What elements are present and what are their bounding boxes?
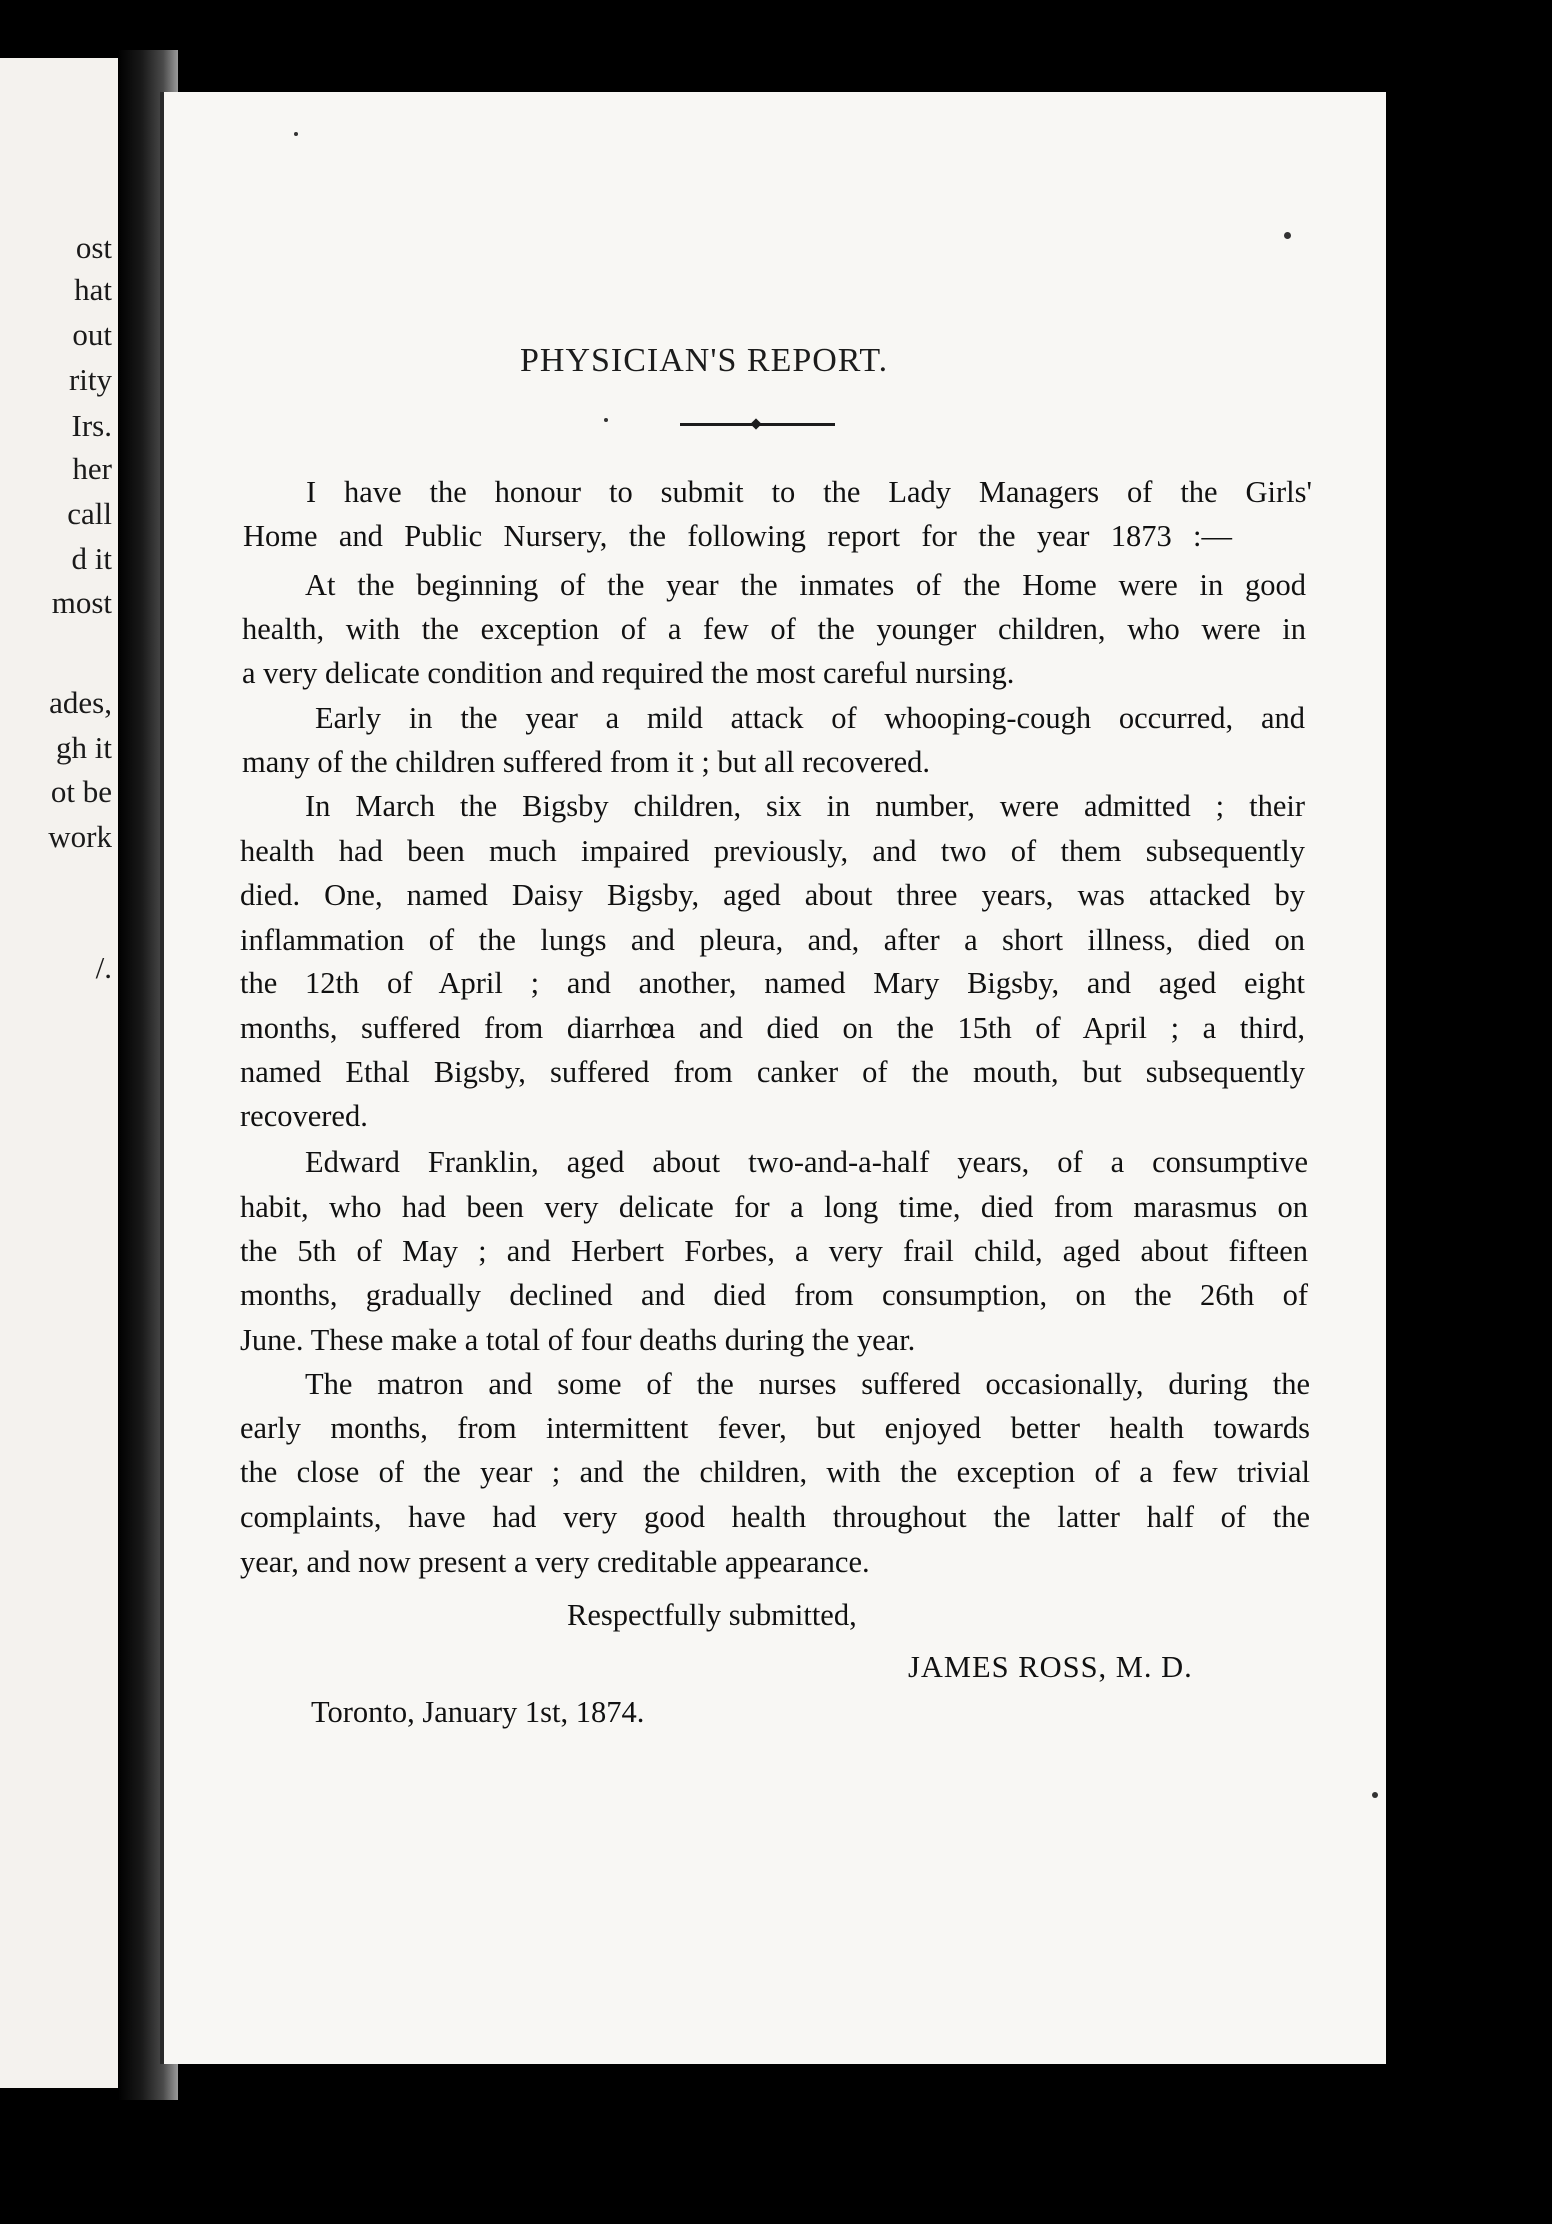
report-title: PHYSICIAN'S REPORT. bbox=[520, 342, 889, 379]
report-line: year, and now present a very creditable appearance. bbox=[240, 1545, 870, 1579]
report-line: I have the honour to submit to the Lady Managers of the Girls' bbox=[306, 475, 1312, 509]
facing-page-fragment bbox=[0, 58, 118, 2088]
report-line: habit, who had been very delicate for a long time, died from marasmus on bbox=[240, 1190, 1308, 1224]
facing-page-line: ost bbox=[75, 230, 112, 265]
report-line: the 12th of April ; and another, named Mary Bigsby, and aged eight bbox=[240, 966, 1305, 1000]
report-line: the close of the year ; and the children, with the exception of a few trivial bbox=[240, 1455, 1310, 1489]
report-line: named Ethal Bigsby, suffered from canker of the mouth, but subsequently bbox=[240, 1055, 1305, 1089]
report-line: June. These make a total of four deaths during the year. bbox=[240, 1323, 916, 1357]
speck bbox=[1284, 232, 1291, 239]
report-line: recovered. bbox=[240, 1099, 368, 1133]
report-line: the 5th of May ; and Herbert Forbes, a very frail child, aged about fifteen bbox=[240, 1234, 1308, 1268]
report-line: died. One, named Daisy Bigsby, aged about three years, was attacked by bbox=[240, 878, 1305, 912]
facing-page-line: work bbox=[48, 819, 112, 854]
speck bbox=[294, 132, 298, 136]
facing-page-line: out bbox=[72, 317, 112, 352]
report-line: The matron and some of the nurses suffered occasionally, during the bbox=[305, 1367, 1310, 1401]
report-line: early months, from intermittent fever, but enjoyed better health towards bbox=[240, 1411, 1310, 1445]
facing-page-line: hat bbox=[74, 272, 112, 307]
facing-page-line: rity bbox=[68, 362, 112, 397]
facing-page-line: ot be bbox=[50, 774, 112, 809]
facing-page-line: Irs. bbox=[71, 408, 112, 443]
facing-page-line: ades, bbox=[49, 685, 112, 720]
facing-page-line: call bbox=[67, 496, 112, 531]
report-line: health, with the exception of a few of the younger children, who were in bbox=[242, 612, 1306, 646]
facing-page-line: /. bbox=[95, 950, 112, 985]
speck bbox=[604, 418, 608, 422]
closing-salutation: Respectfully submitted, bbox=[567, 1598, 857, 1632]
facing-page-line: gh it bbox=[56, 730, 112, 765]
report-line: months, suffered from diarrhœa and died on the 15th of April ; a third, bbox=[240, 1011, 1305, 1045]
facing-page-line: most bbox=[51, 585, 112, 620]
report-line: months, gradually declined and died from consumption, on the 26th of bbox=[240, 1278, 1308, 1312]
signature: JAMES ROSS, M. D. bbox=[908, 1650, 1193, 1684]
report-line: At the beginning of the year the inmates of the Home were in good bbox=[305, 568, 1306, 602]
report-line: Early in the year a mild attack of whooping-cough occurred, and bbox=[315, 701, 1305, 735]
report-line: Home and Public Nursery, the following report for the year 1873 :— bbox=[243, 519, 1232, 553]
speck bbox=[1372, 1792, 1378, 1798]
report-line: complaints, have had very good health throughout the latter half of the bbox=[240, 1500, 1310, 1534]
report-line: In March the Bigsby children, six in number, were admitted ; their bbox=[305, 789, 1305, 823]
title-rule bbox=[680, 423, 835, 426]
report-line: inflammation of the lungs and pleura, and, after a short illness, died on bbox=[240, 923, 1305, 957]
facing-page-line: her bbox=[72, 451, 112, 486]
dateline: Toronto, January 1st, 1874. bbox=[311, 1695, 645, 1729]
report-line: many of the children suffered from it ; but all recovered. bbox=[242, 745, 930, 779]
report-line: a very delicate condition and required the most careful nursing. bbox=[242, 656, 1015, 690]
report-line: Edward Franklin, aged about two-and-a-half years, of a consumptive bbox=[305, 1145, 1308, 1179]
report-line: health had been much impaired previously, and two of them subsequently bbox=[240, 834, 1305, 868]
facing-page-line: d it bbox=[71, 541, 112, 576]
